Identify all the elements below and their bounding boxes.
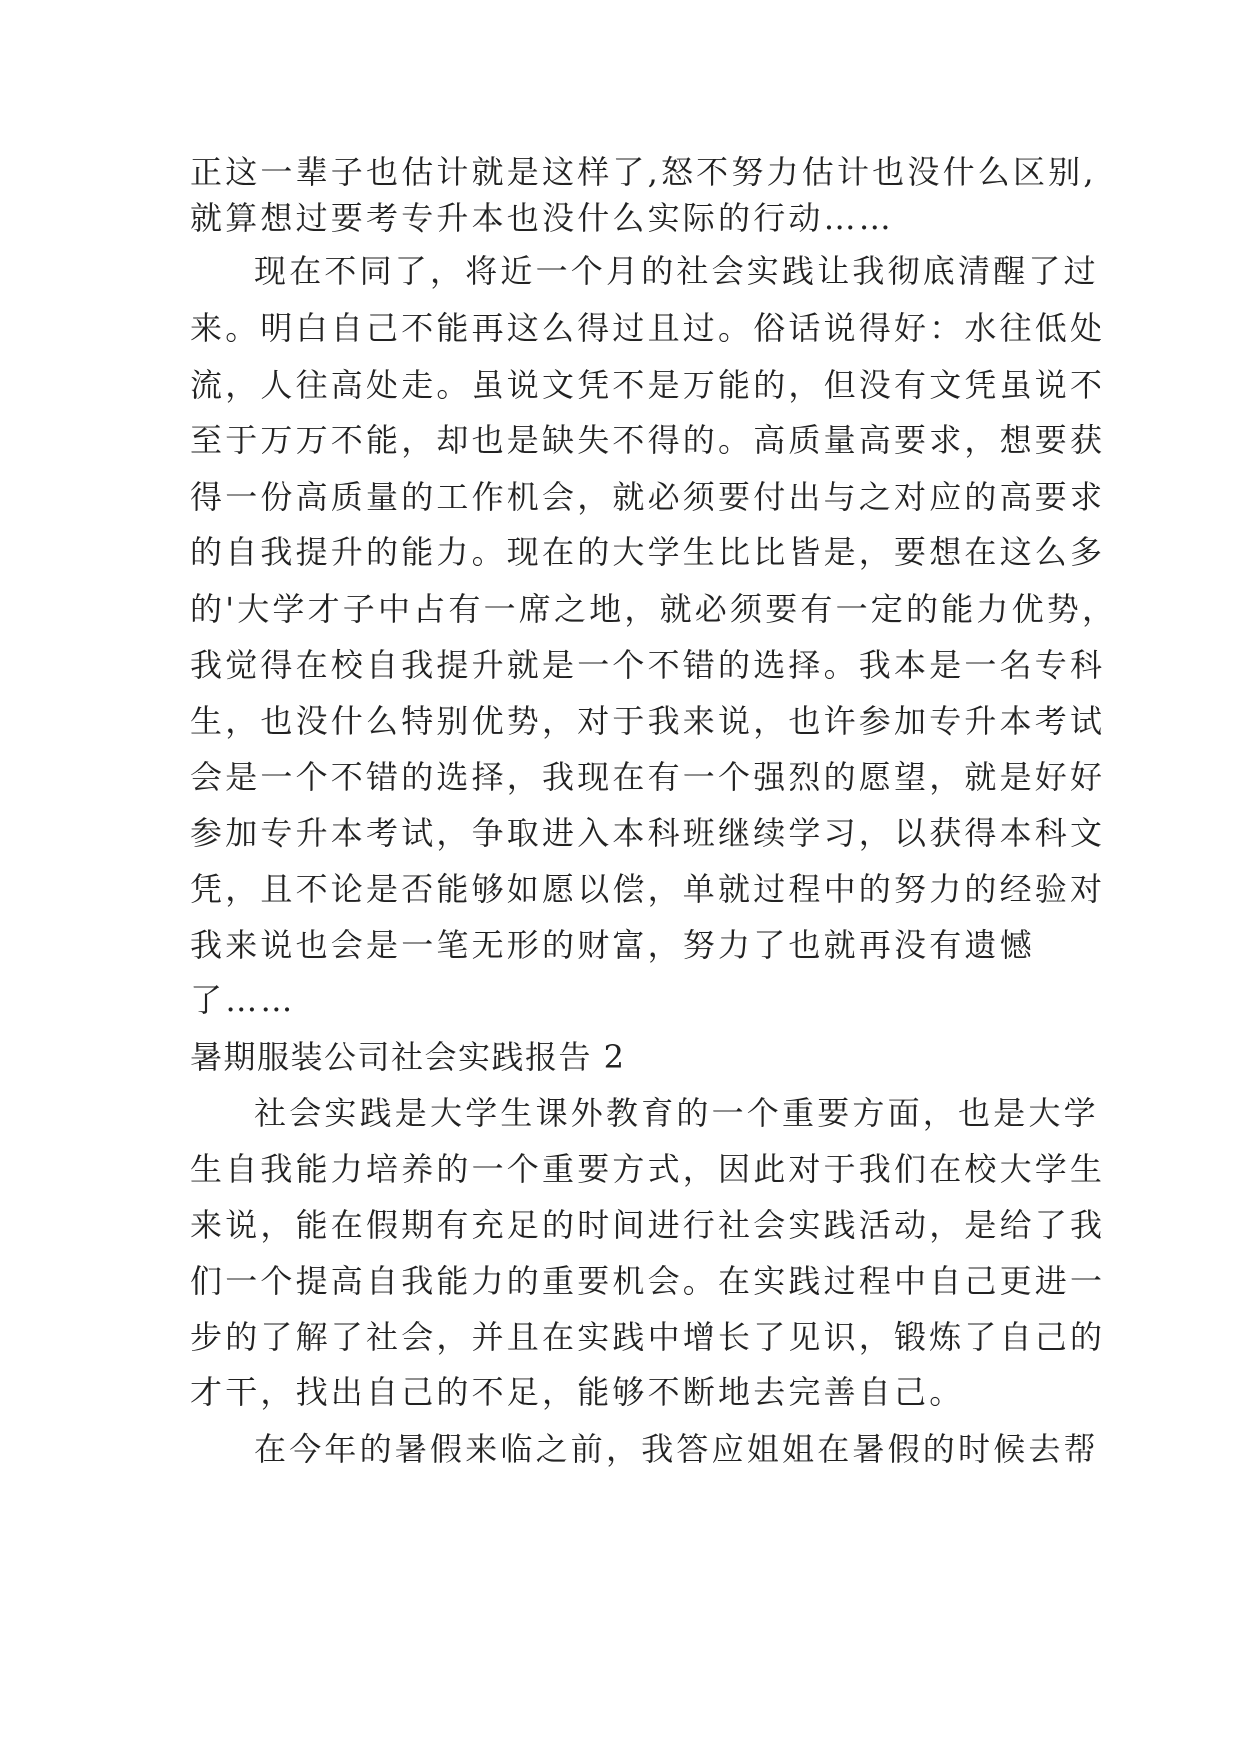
text-line: 了…… [190,981,296,1019]
text-line: 生，也没什么特别优势，对于我来说，也许参加专升本考试 [190,702,1106,740]
text-line: 正这一辈子也估计就是这样了,怒不努力估计也没什么区别, [190,153,1097,191]
text-line: 才干，找出自己的不足，能够不断地去完善自己。 [190,1373,965,1411]
text-line: 来。明白自己不能再这么得过且过。俗话说得好：水往低处 [190,309,1106,347]
text-line: 得一份高质量的工作机会，就必须要付出与之对应的高要求 [190,478,1106,516]
text-line: 生自我能力培养的一个重要方式，因此对于我们在校大学生 [190,1150,1106,1188]
text-line: 的'大学才子中占有一席之地，就必须要有一定的能力优势， [190,590,1118,628]
text-line: 凭，且不论是否能够如愿以偿，单就过程中的努力的经验对 [190,870,1106,908]
text-line: 流，人往高处走。虽说文凭不是万能的，但没有文凭虽说不 [190,366,1106,404]
text-line: 至于万万不能，却也是缺失不得的。高质量高要求，想要获 [190,421,1106,459]
text-line: 们一个提高自我能力的重要机会。在实践过程中自己更进一 [190,1262,1106,1300]
text-line: 的自我提升的能力。现在的大学生比比皆是，要想在这么多 [190,533,1106,571]
text-line: 会是一个不错的选择，我现在有一个强烈的愿望，就是好好 [190,758,1106,796]
paragraph-first-line: 社会实践是大学生课外教育的一个重要方面，也是大学 [254,1094,1099,1132]
text-line: 步的了解了社会，并且在实践中增长了见识，锻炼了自己的 [190,1318,1106,1356]
section-heading: 暑期服装公司社会实践报告 2 [190,1038,626,1076]
text-line: 就算想过要考专升本也没什么实际的行动…… [190,199,895,237]
text-line: 我来说也会是一笔无形的财富，努力了也就再没有遗憾 [190,926,1035,964]
paragraph-first-line: 现在不同了，将近一个月的社会实践让我彻底清醒了过 [254,252,1099,290]
text-line: 参加专升本考试，争取进入本科班继续学习，以获得本科文 [190,814,1106,852]
text-line: 来说，能在假期有充足的时间进行社会实践活动，是给了我 [190,1206,1106,1244]
text-line: 我觉得在校自我提升就是一个不错的选择。我本是一名专科 [190,646,1106,684]
paragraph-first-line: 在今年的暑假来临之前，我答应姐姐在暑假的时候去帮 [254,1430,1099,1468]
